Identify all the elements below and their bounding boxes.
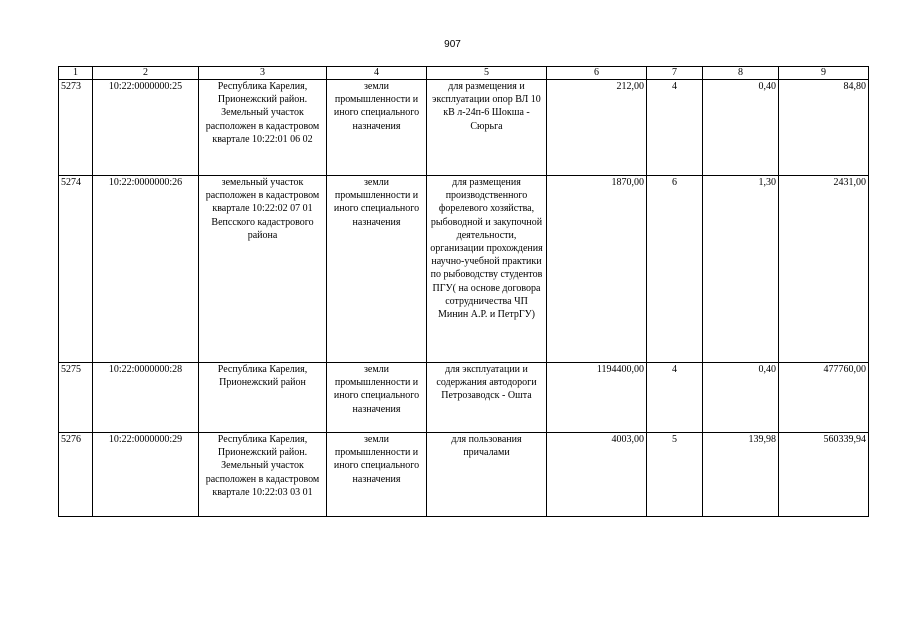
group-cell: 6 [647, 176, 703, 363]
area-cell: 4003,00 [547, 433, 647, 517]
permitted-use-cell: для размещения и эксплуатации опор ВЛ 10 кВ л-24п-6 Шокша - Сюрьга [427, 80, 547, 176]
value-cell: 477760,00 [779, 363, 869, 433]
area-cell: 1870,00 [547, 176, 647, 363]
value-cell: 2431,00 [779, 176, 869, 363]
group-cell: 4 [647, 80, 703, 176]
cadastral-number: 10:22:0000000:28 [93, 363, 199, 433]
value-cell: 84,80 [779, 80, 869, 176]
column-header: 1 [59, 67, 93, 80]
permitted-use-cell: для пользования причалами [427, 433, 547, 517]
table-row [59, 363, 869, 433]
rate-cell: 139,98 [703, 433, 779, 517]
column-header: 4 [327, 67, 427, 80]
land-category-cell: земли промышленности и иного специального назначения [327, 433, 427, 517]
column-header: 7 [647, 67, 703, 80]
land-registry-table [58, 66, 869, 517]
permitted-use-cell: для размещения производственного форелевого хозяйства, рыбоводной и закупочной деятельности, организации прохождения научно-учебной практики по рыбоводству студентов ПГУ( на основе договора сотрудничества ЧП Минин А.Р. и ПетрГУ) [427, 176, 547, 363]
group-cell: 4 [647, 363, 703, 433]
column-header: 8 [703, 67, 779, 80]
table-row [59, 80, 869, 176]
location-cell: Республика Карелия, Прионежский район [199, 363, 327, 433]
row-number: 5274 [59, 176, 93, 363]
column-header: 9 [779, 67, 869, 80]
table-row [59, 176, 869, 363]
cadastral-number: 10:22:0000000:25 [93, 80, 199, 176]
rate-cell: 0,40 [703, 363, 779, 433]
value-cell: 560339,94 [779, 433, 869, 517]
location-cell: Республика Карелия, Прионежский район. Земельный участок расположен в кадастровом квартале 10:22:01 06 02 [199, 80, 327, 176]
column-header: 5 [427, 67, 547, 80]
rate-cell: 1,30 [703, 176, 779, 363]
column-header: 2 [93, 67, 199, 80]
group-cell: 5 [647, 433, 703, 517]
column-header: 6 [547, 67, 647, 80]
area-cell: 1194400,00 [547, 363, 647, 433]
location-cell: Республика Карелия, Прионежский район. Земельный участок расположен в кадастровом квартале 10:22:03 03 01 [199, 433, 327, 517]
area-cell: 212,00 [547, 80, 647, 176]
permitted-use-cell: для эксплуатации и содержания автодороги Петрозаводск - Ошта [427, 363, 547, 433]
row-number: 5275 [59, 363, 93, 433]
cadastral-number: 10:22:0000000:29 [93, 433, 199, 517]
header-row [59, 67, 869, 80]
row-number: 5273 [59, 80, 93, 176]
land-category-cell: земли промышленности и иного специального назначения [327, 80, 427, 176]
cadastral-number: 10:22:0000000:26 [93, 176, 199, 363]
row-number: 5276 [59, 433, 93, 517]
table-row [59, 433, 869, 517]
rate-cell: 0,40 [703, 80, 779, 176]
location-cell: земельный участок расположен в кадастровом квартале 10:22:02 07 01 Вепсского кадастрового района [199, 176, 327, 363]
page-number: 907 [444, 39, 461, 50]
column-header: 3 [199, 67, 327, 80]
land-category-cell: земли промышленности и иного специального назначения [327, 176, 427, 363]
land-category-cell: земли промышленности и иного специального назначения [327, 363, 427, 433]
